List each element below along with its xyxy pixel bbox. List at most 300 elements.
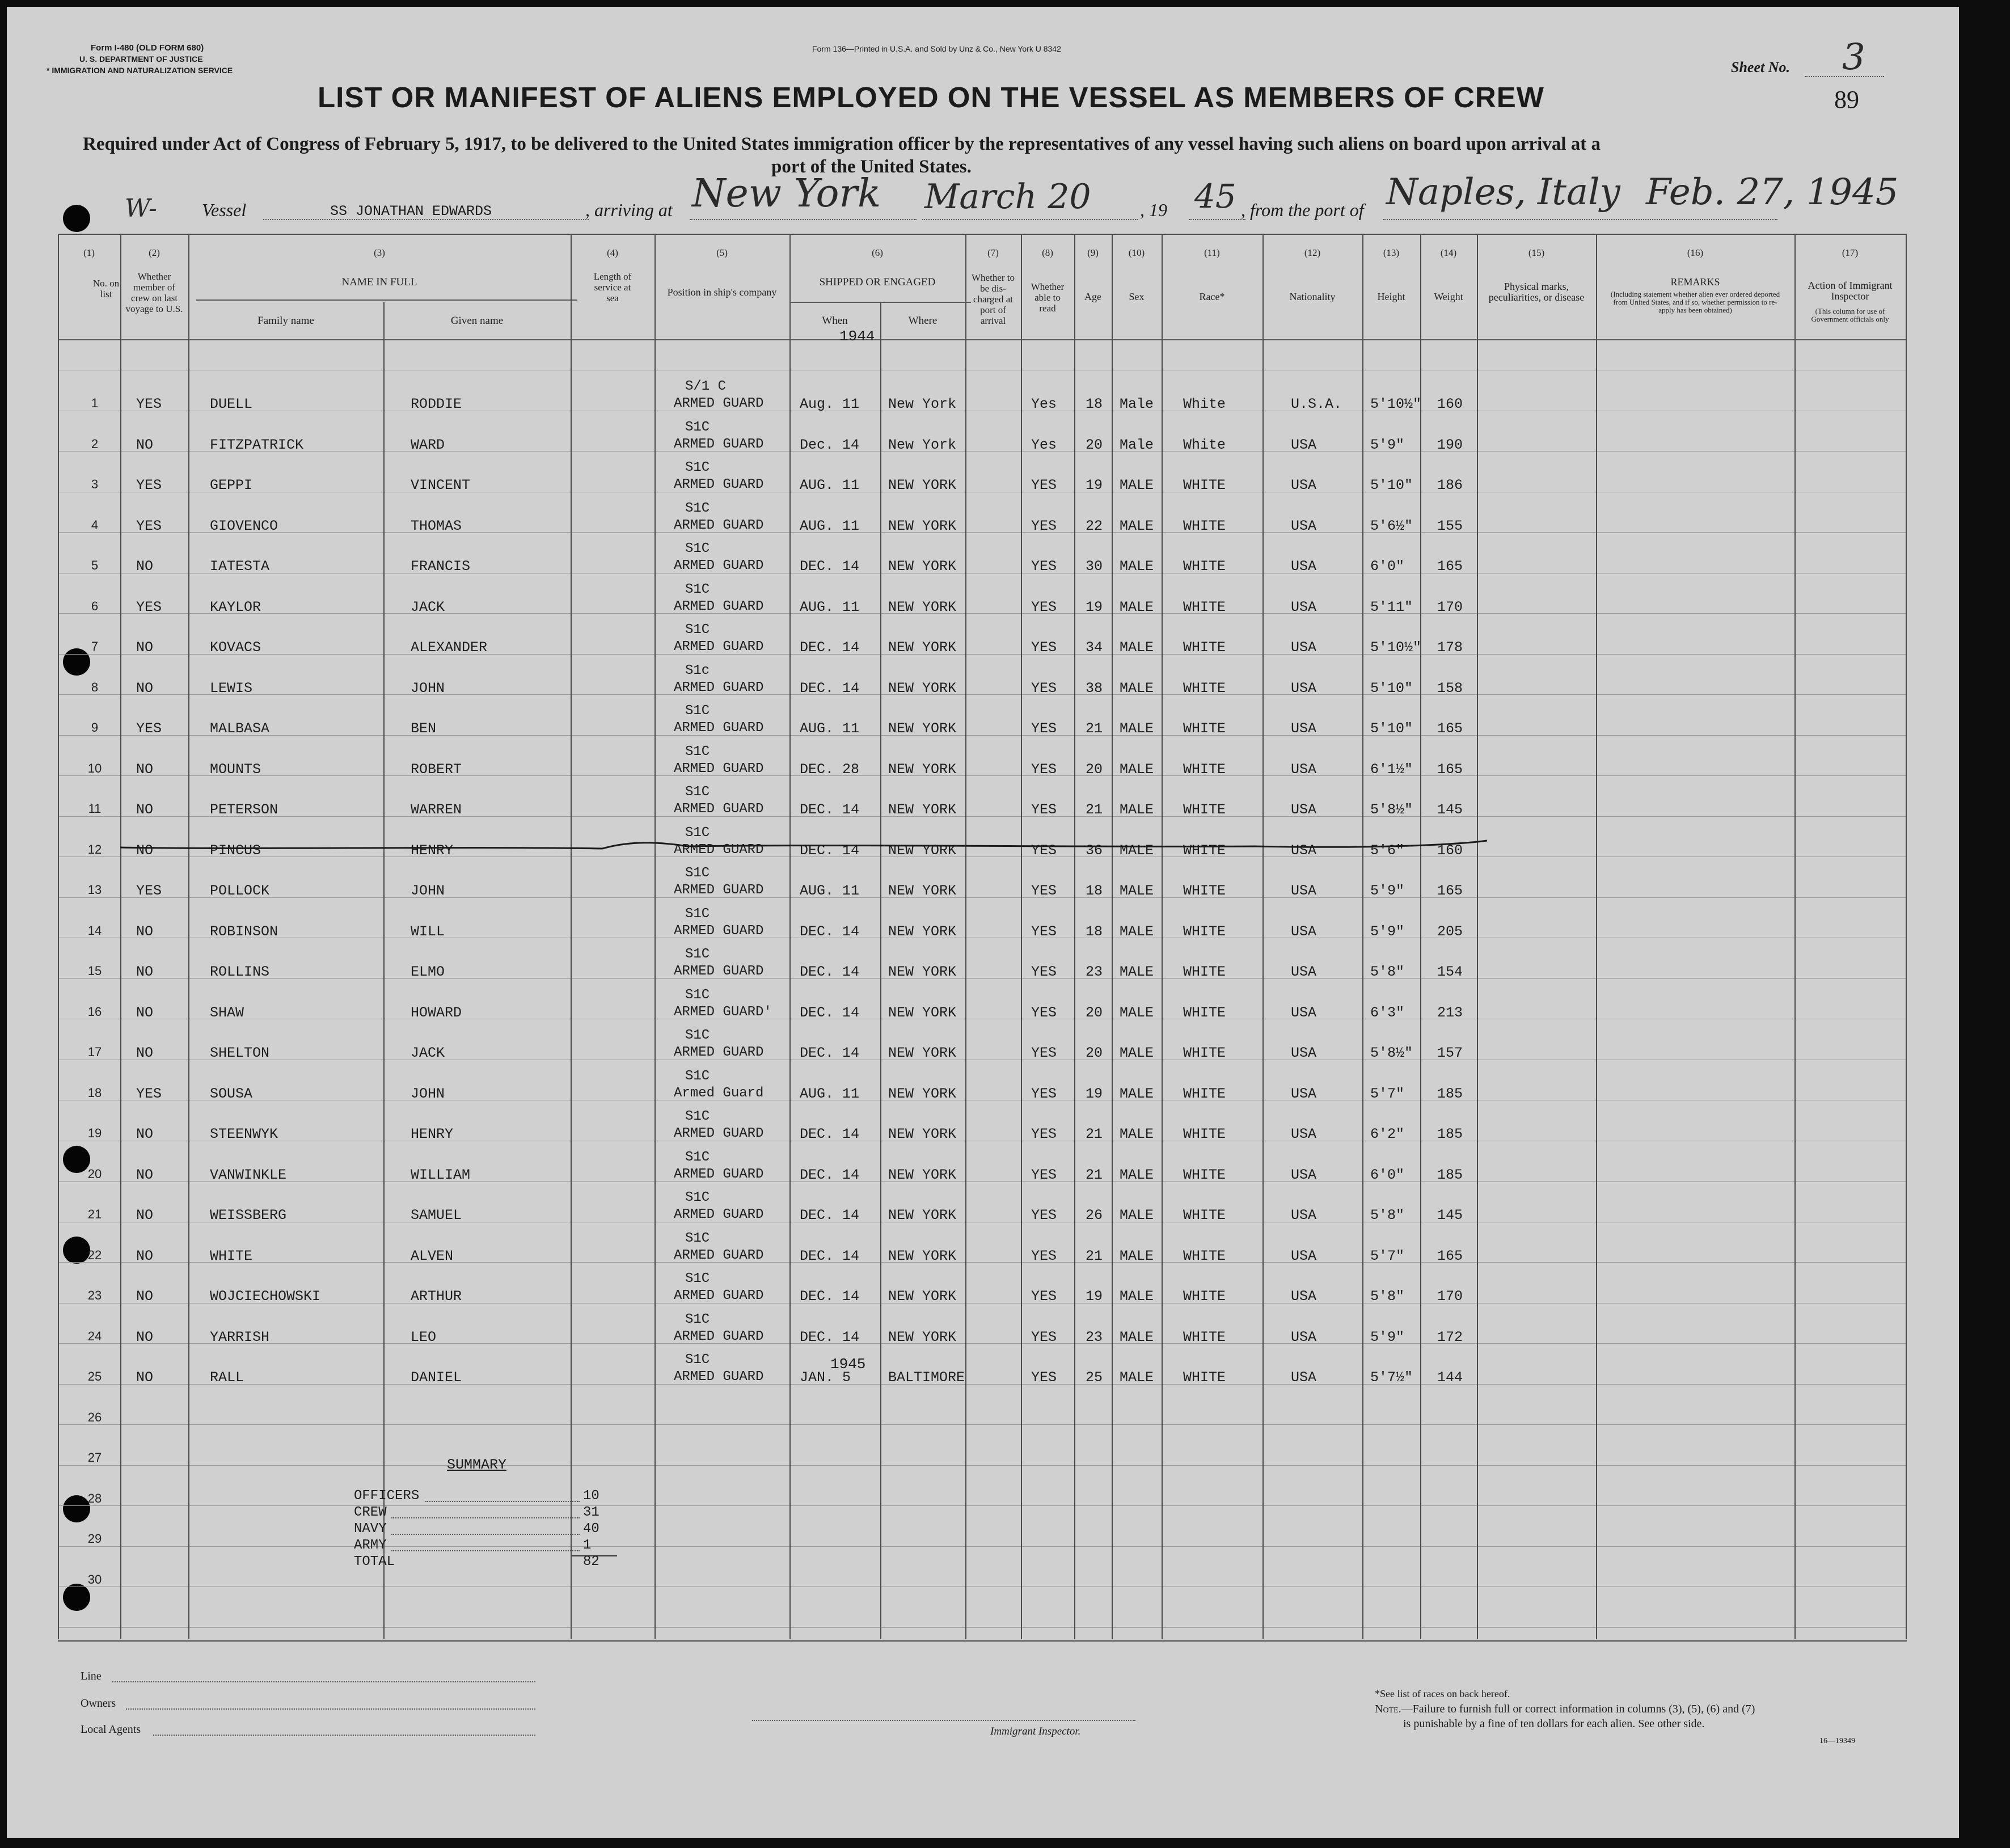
ht-cell: 5'9" bbox=[1370, 923, 1405, 940]
family-cell: VANWINKLE bbox=[210, 1167, 287, 1183]
sex-cell: MALE bbox=[1120, 477, 1154, 493]
nat-cell: USA bbox=[1291, 1086, 1317, 1102]
pos-cell: ARMED GUARD bbox=[674, 599, 764, 614]
nat-cell: USA bbox=[1291, 1126, 1317, 1142]
family-cell: KAYLOR bbox=[210, 599, 261, 615]
nat-cell: USA bbox=[1291, 437, 1317, 453]
rank-cell: S1C bbox=[685, 1231, 710, 1246]
name-subheader-rule bbox=[196, 299, 577, 301]
when-cell: DEC. 14 bbox=[800, 1207, 860, 1223]
inspector-label: Immigrant Inspector. bbox=[990, 1725, 1081, 1737]
ht-cell: 5'8" bbox=[1370, 964, 1405, 980]
col-header-race: Race* bbox=[1199, 291, 1225, 302]
ht-cell: 5'6½" bbox=[1370, 518, 1413, 534]
race-cell: WHITE bbox=[1183, 923, 1226, 940]
inspector-signature-line bbox=[752, 1720, 1135, 1721]
empty-row-number: 27 bbox=[87, 1450, 102, 1465]
col-num: (7) bbox=[987, 247, 999, 258]
nat-cell: USA bbox=[1291, 1329, 1317, 1345]
family-cell: PINCUS bbox=[210, 842, 261, 859]
when-cell: AUG. 11 bbox=[800, 1086, 860, 1102]
sex-cell: MALE bbox=[1120, 1369, 1154, 1386]
where-cell: NEW YORK bbox=[888, 599, 957, 615]
pos-cell: ARMED GUARD bbox=[674, 1248, 764, 1263]
ht-cell: 6'1½" bbox=[1370, 761, 1413, 778]
last-cell: NO bbox=[136, 923, 154, 940]
where-cell: NEW YORK bbox=[888, 761, 957, 778]
read-cell: YES bbox=[1031, 842, 1057, 859]
col-num: (3) bbox=[374, 247, 385, 258]
col-rule bbox=[188, 234, 189, 1639]
empty-row-number: 30 bbox=[87, 1572, 102, 1587]
where-cell: NEW YORK bbox=[888, 1329, 957, 1345]
pos-cell: ARMED GUARD bbox=[674, 477, 764, 492]
family-cell: RALL bbox=[210, 1369, 244, 1386]
family-cell: STEENWYK bbox=[210, 1126, 278, 1142]
summary-leader bbox=[425, 1501, 580, 1502]
service: * IMMIGRATION AND NATURALIZATION SERVICE bbox=[47, 66, 233, 75]
given-cell: JOHN bbox=[411, 680, 445, 697]
sex-cell: MALE bbox=[1120, 964, 1154, 980]
col-num: (16) bbox=[1687, 247, 1704, 258]
col-rule bbox=[120, 234, 121, 1639]
nat-cell: USA bbox=[1291, 1248, 1317, 1264]
pos-cell: ARMED GUARD bbox=[674, 720, 764, 736]
when-cell: DEC. 14 bbox=[800, 639, 860, 656]
age-cell: 21 bbox=[1086, 1248, 1103, 1264]
sex-cell: MALE bbox=[1120, 1005, 1154, 1021]
when-cell: AUG. 11 bbox=[800, 599, 860, 615]
read-cell: Yes bbox=[1031, 396, 1057, 412]
col-header-weight: Weight bbox=[1434, 291, 1463, 302]
col-num: (9) bbox=[1087, 247, 1099, 258]
last-cell: YES bbox=[136, 518, 162, 534]
family-cell: YARRISH bbox=[210, 1329, 270, 1345]
where-cell: NEW YORK bbox=[888, 477, 957, 493]
read-cell: YES bbox=[1031, 1329, 1057, 1345]
ht-cell: 5'10" bbox=[1370, 477, 1413, 493]
nat-cell: USA bbox=[1291, 680, 1317, 697]
where-cell: NEW YORK bbox=[888, 964, 957, 980]
race-cell: WHITE bbox=[1183, 558, 1226, 575]
nat-cell: USA bbox=[1291, 518, 1317, 534]
read-cell: YES bbox=[1031, 1207, 1057, 1223]
where-cell: NEW YORK bbox=[888, 639, 957, 656]
read-cell: YES bbox=[1031, 883, 1057, 899]
family-cell: SHAW bbox=[210, 1005, 244, 1021]
sex-cell: MALE bbox=[1120, 558, 1154, 575]
col-header-length-service: Length of service at sea bbox=[593, 271, 632, 303]
nat-cell: USA bbox=[1291, 1167, 1317, 1183]
nat-cell: USA bbox=[1291, 639, 1317, 656]
pos-cell: ARMED GUARD bbox=[674, 761, 764, 777]
no-cell: 6 bbox=[91, 599, 99, 613]
col-num: (4) bbox=[607, 247, 618, 258]
ht-cell: 5'10½" bbox=[1370, 639, 1422, 656]
nat-cell: USA bbox=[1291, 1207, 1317, 1223]
rank-cell: S1C bbox=[685, 501, 710, 516]
col-rule bbox=[654, 234, 656, 1639]
sex-cell: MALE bbox=[1120, 883, 1154, 899]
no-cell: 4 bbox=[91, 518, 99, 532]
col-rule bbox=[571, 234, 572, 1639]
summary-leader bbox=[391, 1534, 580, 1535]
age-cell: 38 bbox=[1086, 680, 1103, 697]
col-num: (10) bbox=[1128, 247, 1145, 258]
col-rule bbox=[1362, 234, 1363, 1639]
race-cell: WHITE bbox=[1183, 1329, 1226, 1345]
rank-cell: S1C bbox=[685, 1150, 710, 1165]
year-marker-1945: 1945 bbox=[830, 1356, 866, 1373]
summary-label: CREW bbox=[354, 1505, 387, 1520]
age-cell: 26 bbox=[1086, 1207, 1103, 1223]
family-cell: POLLOCK bbox=[210, 883, 270, 899]
act-line-1: Required under Act of Congress of February 5, 1917, to be delivered to the United States immigration officer by the representatives of any vessel having such aliens on board upon arrival at a bbox=[83, 134, 1601, 154]
owners-label: Owners bbox=[81, 1697, 116, 1710]
pos-cell: ARMED GUARD bbox=[674, 518, 764, 533]
given-cell: WILLIAM bbox=[411, 1167, 471, 1183]
col-rule bbox=[1074, 234, 1075, 1639]
given-cell: ALVEN bbox=[411, 1248, 454, 1264]
race-cell: WHITE bbox=[1183, 1045, 1226, 1061]
given-cell: LEO bbox=[411, 1329, 437, 1345]
sex-cell: MALE bbox=[1120, 518, 1154, 534]
from-port-line bbox=[1383, 219, 1777, 220]
ht-cell: 6'2" bbox=[1370, 1126, 1405, 1142]
pos-cell: ARMED GUARD bbox=[674, 1167, 764, 1182]
last-cell: YES bbox=[136, 883, 162, 899]
nat-cell: USA bbox=[1291, 761, 1317, 778]
ht-cell: 5'8½" bbox=[1370, 1045, 1413, 1061]
when-cell: DEC. 14 bbox=[800, 1248, 860, 1264]
ht-cell: 5'7" bbox=[1370, 1248, 1405, 1264]
last-cell: NO bbox=[136, 1005, 154, 1021]
col-rule bbox=[1794, 234, 1796, 1639]
ht-cell: 5'10" bbox=[1370, 680, 1413, 697]
rank-cell: S1C bbox=[685, 703, 710, 719]
sex-cell: Male bbox=[1120, 396, 1154, 412]
vessel-mark: W- bbox=[125, 194, 157, 223]
wt-cell: 154 bbox=[1437, 964, 1463, 980]
rank-cell: S1C bbox=[685, 1109, 710, 1124]
no-cell: 22 bbox=[87, 1248, 102, 1262]
nat-cell: USA bbox=[1291, 883, 1317, 899]
given-cell: FRANCIS bbox=[411, 558, 471, 575]
when-cell: DEC. 14 bbox=[800, 1126, 860, 1142]
wt-cell: 185 bbox=[1437, 1086, 1463, 1102]
pos-cell: ARMED GUARD bbox=[674, 964, 764, 979]
rank-cell: S1C bbox=[685, 744, 710, 760]
given-cell: BEN bbox=[411, 720, 437, 737]
arrival-year: 45 bbox=[1194, 177, 1236, 216]
punch-hole bbox=[63, 205, 90, 232]
no-cell: 16 bbox=[87, 1005, 102, 1019]
col-header-physical-marks: Physical marks, peculiarities, or disease bbox=[1488, 281, 1585, 303]
no-cell: 20 bbox=[87, 1167, 102, 1181]
wt-cell: 170 bbox=[1437, 1288, 1463, 1305]
where-cell: NEW YORK bbox=[888, 1126, 957, 1142]
read-cell: YES bbox=[1031, 558, 1057, 575]
sex-cell: MALE bbox=[1120, 1045, 1154, 1061]
race-cell: WHITE bbox=[1183, 801, 1226, 818]
when-cell: DEC. 14 bbox=[800, 842, 860, 859]
sheet-number: 3 bbox=[1842, 36, 1865, 78]
col-rule bbox=[880, 302, 881, 1639]
when-cell: Dec. 14 bbox=[800, 437, 860, 453]
col-header-age: Age bbox=[1084, 291, 1101, 302]
summary-value: 10 bbox=[583, 1488, 599, 1504]
age-cell: 21 bbox=[1086, 1126, 1103, 1142]
last-cell: NO bbox=[136, 437, 154, 453]
last-cell: NO bbox=[136, 1167, 154, 1183]
last-cell: NO bbox=[136, 558, 154, 575]
wt-cell: 165 bbox=[1437, 1248, 1463, 1264]
last-cell: NO bbox=[136, 639, 154, 656]
when-cell: AUG. 11 bbox=[800, 518, 860, 534]
summary-leader bbox=[391, 1550, 580, 1551]
manifest-title: LIST OR MANIFEST OF ALIENS EMPLOYED ON THE VESSEL AS MEMBERS OF CREW bbox=[318, 81, 1544, 113]
family-cell: MALBASA bbox=[210, 720, 270, 737]
wt-cell: 145 bbox=[1437, 1207, 1463, 1223]
where-cell: NEW YORK bbox=[888, 801, 957, 818]
last-cell: NO bbox=[136, 1288, 154, 1305]
vessel-label: Vessel bbox=[202, 200, 247, 220]
date-line bbox=[922, 219, 1138, 220]
no-cell: 12 bbox=[87, 842, 102, 857]
nat-cell: USA bbox=[1291, 599, 1317, 615]
summary-value: 82 bbox=[583, 1554, 599, 1569]
race-cell: WHITE bbox=[1183, 720, 1226, 737]
rank-cell: S1C bbox=[685, 784, 710, 800]
where-cell: NEW YORK bbox=[888, 558, 957, 575]
last-cell: NO bbox=[136, 1248, 154, 1264]
given-cell: HENRY bbox=[411, 842, 454, 859]
race-cell: WHITE bbox=[1183, 599, 1226, 615]
race-cell: WHITE bbox=[1183, 1086, 1226, 1102]
rank-cell: S1C bbox=[685, 582, 710, 597]
last-cell: NO bbox=[136, 1126, 154, 1142]
where-cell: New York bbox=[888, 396, 957, 412]
from-port: Naples, Italy bbox=[1386, 171, 1620, 213]
sex-cell: MALE bbox=[1120, 842, 1154, 859]
act-line-2: port of the United States. bbox=[771, 157, 972, 177]
last-cell: NO bbox=[136, 1369, 154, 1386]
nat-cell: USA bbox=[1291, 1005, 1317, 1021]
pos-cell: ARMED GUARD bbox=[674, 437, 764, 452]
age-cell: 21 bbox=[1086, 1167, 1103, 1183]
wt-cell: 158 bbox=[1437, 680, 1463, 697]
read-cell: YES bbox=[1031, 761, 1057, 778]
arriving-line bbox=[690, 219, 917, 220]
col-rule bbox=[1262, 234, 1264, 1639]
sex-cell: MALE bbox=[1120, 761, 1154, 778]
given-cell: JACK bbox=[411, 1045, 445, 1061]
wt-cell: 157 bbox=[1437, 1045, 1463, 1061]
rank-cell: S1C bbox=[685, 906, 710, 922]
rank-cell: S1C bbox=[685, 541, 710, 556]
no-cell: 21 bbox=[87, 1207, 102, 1221]
form-number: Form I-480 (OLD FORM 680) bbox=[91, 43, 204, 53]
rank-cell: S1C bbox=[685, 1312, 710, 1327]
last-cell: YES bbox=[136, 1086, 162, 1102]
nat-cell: USA bbox=[1291, 801, 1317, 818]
ht-cell: 5'10½" bbox=[1370, 396, 1422, 412]
rank-cell: S1C bbox=[685, 825, 710, 841]
no-cell: 5 bbox=[91, 558, 99, 572]
no-cell: 17 bbox=[87, 1045, 102, 1059]
family-cell: IATESTA bbox=[210, 558, 270, 575]
summary-label: ARMY bbox=[354, 1538, 387, 1553]
col-header-shipped: SHIPPED OR ENGAGED bbox=[819, 276, 936, 288]
wt-cell: 186 bbox=[1437, 477, 1463, 493]
where-cell: NEW YORK bbox=[888, 923, 957, 940]
age-cell: 19 bbox=[1086, 1086, 1103, 1102]
race-cell: WHITE bbox=[1183, 639, 1226, 656]
where-cell: New York bbox=[888, 437, 957, 453]
rank-cell: S1C bbox=[685, 1028, 710, 1043]
read-cell: YES bbox=[1031, 680, 1057, 697]
given-cell: ELMO bbox=[411, 964, 445, 980]
last-cell: YES bbox=[136, 599, 162, 615]
rank-cell: S1C bbox=[685, 1271, 710, 1286]
rank-cell: S1C bbox=[685, 1069, 710, 1084]
race-cell: WHITE bbox=[1183, 1005, 1226, 1021]
summary-value: 40 bbox=[583, 1521, 599, 1537]
read-cell: YES bbox=[1031, 720, 1057, 737]
nat-cell: USA bbox=[1291, 477, 1317, 493]
col-header-list-no: No. on list bbox=[92, 278, 120, 299]
wt-cell: 165 bbox=[1437, 883, 1463, 899]
col-header-height: Height bbox=[1377, 291, 1405, 302]
no-cell: 19 bbox=[87, 1126, 102, 1140]
nat-cell: USA bbox=[1291, 1045, 1317, 1061]
sheet-label: Sheet No. bbox=[1731, 59, 1790, 75]
col-header-remarks: REMARKS bbox=[1670, 276, 1720, 288]
wt-cell: 165 bbox=[1437, 558, 1463, 575]
when-cell: JAN. 5 bbox=[800, 1369, 851, 1386]
summary-label: NAVY bbox=[354, 1521, 387, 1537]
given-cell: VINCENT bbox=[411, 477, 471, 493]
wt-cell: 213 bbox=[1437, 1005, 1463, 1021]
strike-line-row-12 bbox=[120, 829, 1493, 863]
read-cell: YES bbox=[1031, 1248, 1057, 1264]
where-cell: NEW YORK bbox=[888, 680, 957, 697]
pos-cell: ARMED GUARD bbox=[674, 923, 764, 939]
age-cell: 21 bbox=[1086, 801, 1103, 818]
rank-cell: S1C bbox=[685, 1190, 710, 1205]
race-cell: WHITE bbox=[1183, 518, 1226, 534]
sex-cell: MALE bbox=[1120, 680, 1154, 697]
empty-row-number: 29 bbox=[87, 1531, 102, 1546]
nat-cell: USA bbox=[1291, 1288, 1317, 1305]
no-cell: 14 bbox=[87, 923, 102, 938]
given-cell: THOMAS bbox=[411, 518, 462, 534]
when-cell: DEC. 14 bbox=[800, 1329, 860, 1345]
no-cell: 25 bbox=[87, 1369, 102, 1383]
departure-date: Feb. 27, 1945 bbox=[1646, 171, 1899, 213]
where-cell: NEW YORK bbox=[888, 842, 957, 859]
where-cell: NEW YORK bbox=[888, 1086, 957, 1102]
ht-cell: 5'8" bbox=[1370, 1288, 1405, 1305]
when-cell: DEC. 14 bbox=[800, 680, 860, 697]
col-num: (2) bbox=[149, 247, 160, 258]
local-agents-label: Local Agents bbox=[81, 1723, 141, 1736]
col-num: (17) bbox=[1842, 247, 1859, 258]
family-cell: DUELL bbox=[210, 396, 253, 412]
read-cell: YES bbox=[1031, 964, 1057, 980]
read-cell: YES bbox=[1031, 518, 1057, 534]
given-cell: SAMUEL bbox=[411, 1207, 462, 1223]
race-cell: White bbox=[1183, 396, 1226, 412]
wt-cell: 178 bbox=[1437, 639, 1463, 656]
pos-cell: ARMED GUARD bbox=[674, 639, 764, 655]
family-cell: PETERSON bbox=[210, 801, 278, 818]
ht-cell: 5'6" bbox=[1370, 842, 1405, 859]
family-cell: ROBINSON bbox=[210, 923, 278, 940]
pos-cell: ARMED GUARD bbox=[674, 883, 764, 898]
sex-cell: MALE bbox=[1120, 1288, 1154, 1305]
given-cell: JOHN bbox=[411, 883, 445, 899]
arriving-port: New York bbox=[692, 171, 881, 216]
wt-cell: 160 bbox=[1437, 396, 1463, 412]
age-cell: 25 bbox=[1086, 1369, 1103, 1386]
nat-cell: USA bbox=[1291, 923, 1317, 940]
no-cell: 24 bbox=[87, 1329, 102, 1343]
rank-cell: S1C bbox=[685, 947, 710, 962]
when-cell: DEC. 14 bbox=[800, 1167, 860, 1183]
read-cell: YES bbox=[1031, 1005, 1057, 1021]
line-label: Line bbox=[81, 1670, 102, 1682]
last-cell: NO bbox=[136, 1045, 154, 1061]
no-cell: 11 bbox=[88, 801, 102, 816]
where-cell: NEW YORK bbox=[888, 1167, 957, 1183]
race-cell: WHITE bbox=[1183, 964, 1226, 980]
no-cell: 3 bbox=[91, 477, 99, 491]
age-cell: 19 bbox=[1086, 1288, 1103, 1305]
race-cell: WHITE bbox=[1183, 761, 1226, 778]
col-num: (11) bbox=[1204, 247, 1220, 258]
sheet-no-line bbox=[1805, 76, 1884, 77]
given-cell: ALEXANDER bbox=[411, 639, 488, 656]
given-cell: ROBERT bbox=[411, 761, 462, 778]
family-cell: LEWIS bbox=[210, 680, 253, 697]
age-cell: 23 bbox=[1086, 1329, 1103, 1345]
wt-cell: 160 bbox=[1437, 842, 1463, 859]
col-rule bbox=[1596, 234, 1597, 1639]
sex-cell: Male bbox=[1120, 437, 1154, 453]
age-cell: 36 bbox=[1086, 842, 1103, 859]
header-underline bbox=[58, 339, 1907, 340]
no-cell: 9 bbox=[91, 720, 99, 735]
read-cell: YES bbox=[1031, 599, 1057, 615]
col-rule bbox=[1906, 234, 1907, 1639]
race-cell: WHITE bbox=[1183, 1207, 1226, 1223]
pos-cell: ARMED GUARD bbox=[674, 396, 764, 411]
age-cell: 21 bbox=[1086, 720, 1103, 737]
sex-cell: MALE bbox=[1120, 1248, 1154, 1264]
summary-total-rule bbox=[572, 1555, 617, 1556]
note-line-1 bbox=[1375, 1703, 1755, 1716]
col-header-where: Where bbox=[908, 315, 938, 327]
race-cell: WHITE bbox=[1183, 1126, 1226, 1142]
col-rule bbox=[789, 234, 791, 1639]
race-cell: WHITE bbox=[1183, 1369, 1226, 1386]
wt-cell: 185 bbox=[1437, 1126, 1463, 1142]
ht-cell: 5'10" bbox=[1370, 720, 1413, 737]
ht-cell: 5'8" bbox=[1370, 1207, 1405, 1223]
vessel-name: SS JONATHAN EDWARDS bbox=[330, 203, 492, 220]
pos-cell: Armed Guard bbox=[674, 1086, 764, 1101]
